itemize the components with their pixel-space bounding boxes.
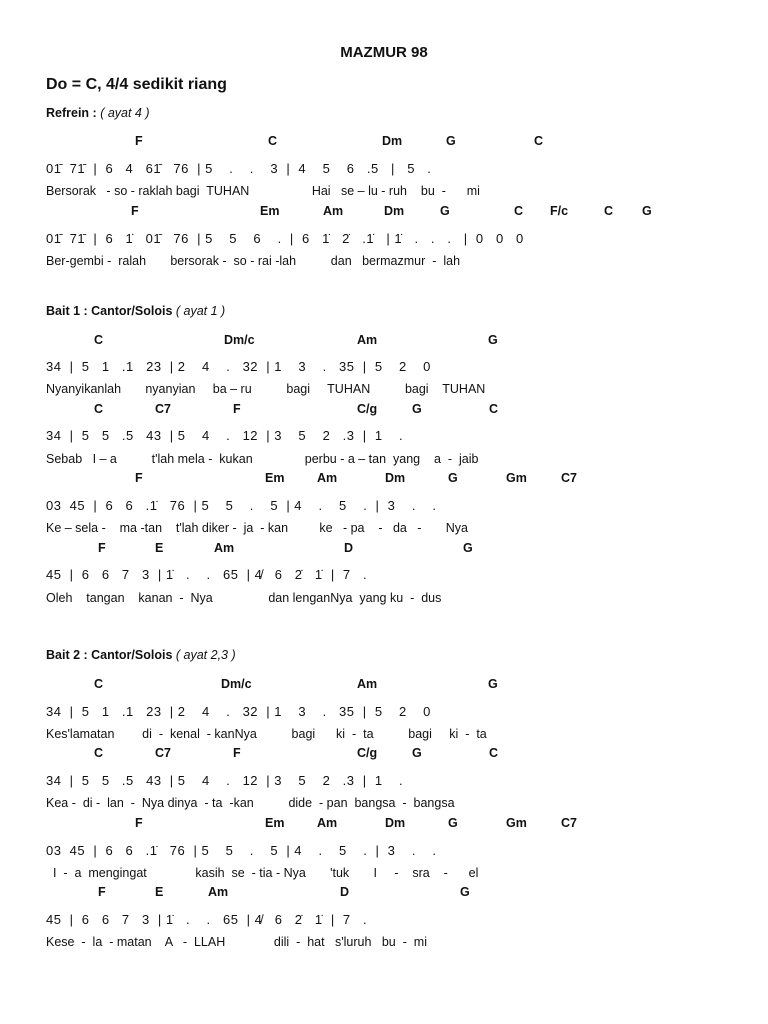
chord: D	[340, 885, 350, 899]
chord: Em	[260, 204, 280, 218]
chord: Gm	[506, 471, 527, 485]
chord: Em	[265, 471, 285, 485]
chord-row	[0, 134, 768, 150]
chord: Dm	[384, 204, 405, 218]
refrain-heading	[46, 106, 150, 120]
chord: F	[98, 885, 106, 899]
lyric-line: I - a mengingat kasih se - tia - Nya 'tuk I - sra - el	[46, 866, 479, 880]
notation-line: 03 45 | 6 6 .1̇ 76 | 5 5 . 5 | 4 . 5 . | 3 . .	[46, 498, 437, 513]
chord: G	[448, 471, 458, 485]
chord: C7	[155, 402, 171, 416]
chord: E	[155, 885, 164, 899]
verse1-label: Bait 1 : Cantor/Solois	[46, 304, 173, 318]
chord: Am	[317, 471, 338, 485]
chord: C7	[155, 746, 171, 760]
chord: G	[448, 816, 458, 830]
chord-row	[0, 885, 768, 901]
chord-row	[0, 402, 768, 418]
notation-line: 34 | 5 1 .1 23 | 2 4 . 32 | 1 3 . 35 | 5 2 0	[46, 704, 431, 719]
chord: Am	[357, 677, 378, 691]
chord: G	[446, 134, 456, 148]
chord: Am	[208, 885, 229, 899]
chord: G	[440, 204, 450, 218]
refrain-label: Refrein :	[46, 106, 97, 120]
chord: G	[463, 541, 473, 555]
verse2-verse-note: ( ayat 2,3 )	[175, 648, 236, 662]
chord: C	[94, 402, 104, 416]
chord: Dm/c	[221, 677, 252, 691]
verse2-heading	[46, 648, 236, 662]
chord: C	[94, 677, 104, 691]
notation-line: 34 | 5 5 .5 43 | 5 4 . 12 | 3 5 2 .3 | 1 .	[46, 773, 404, 788]
verse2-label: Bait 2 : Cantor/Solois	[46, 648, 173, 662]
chord: G	[412, 402, 422, 416]
chord-row	[0, 204, 768, 220]
chord: C	[489, 746, 499, 760]
chord: G	[642, 204, 652, 218]
chord: D	[344, 541, 354, 555]
lyric-line: Kea - di - lan - Nya dinya - ta -kan dide - pan bangsa - bangsa	[46, 796, 455, 810]
lyric-line: Kese - la - matan A - LLAH dili - hat s'luruh bu - mi	[46, 935, 427, 949]
song-title: MAZMUR 98	[340, 44, 428, 61]
lyric-line: Ber-gembi - ralah bersorak - so - rai -lah dan bermazmur - lah	[46, 254, 461, 268]
chord-row	[0, 333, 768, 349]
notation-line: 03 45 | 6 6 .1̇ 76 | 5 5 . 5 | 4 . 5 . | 3 . .	[46, 843, 437, 858]
notation-line: 45 | 6 6 7 3 | 1̇ . . 65 | 4̸ 6 2̇ 1̇ | 7 .	[46, 912, 368, 927]
chord-row	[0, 541, 768, 557]
chord: G	[412, 746, 422, 760]
chord: Gm	[506, 816, 527, 830]
lyric-line: Kes'lamatan di - kenal - kanNya bagi ki - ta bagi ki - ta	[46, 727, 487, 741]
lyric-line: Oleh tangan kanan - Nya dan lenganNya yang ku - dus	[46, 591, 442, 605]
verse1-heading	[46, 304, 225, 318]
lyric-line: Ke – sela - ma -tan t'lah diker - ja - kan ke - pa - da - Nya	[46, 521, 468, 535]
chord: E	[155, 541, 164, 555]
lyric-line: Sebab I – a t'lah mela - kukan perbu - a – tan yang a - jaib	[46, 452, 479, 466]
chord: C	[94, 333, 104, 347]
refrain-verse-note: ( ayat 4 )	[100, 106, 150, 120]
chord: C	[534, 134, 544, 148]
chord: Em	[265, 816, 285, 830]
chord: C	[514, 204, 524, 218]
notation-line: 01̄ 71̄ | 6 4 61̄ 76 | 5 . . 3 | 4 5 6 .5 | 5 .	[46, 161, 432, 176]
chord: F	[233, 746, 241, 760]
chord: C7	[561, 471, 577, 485]
chord: Am	[214, 541, 235, 555]
chord: C/g	[357, 746, 378, 760]
chord: Dm	[385, 471, 406, 485]
chord: G	[488, 333, 498, 347]
key-signature: Do = C, 4/4 sedikit riang	[46, 76, 227, 93]
lyric-line: Nyanyikanlah nyanyian ba – ru bagi TUHAN bagi TUHAN	[46, 382, 486, 396]
chord: F	[131, 204, 139, 218]
lyric-line: Bersorak - so - raklah bagi TUHAN Hai se – lu - ruh bu - mi	[46, 184, 480, 198]
chord: F	[233, 402, 241, 416]
chord: C/g	[357, 402, 378, 416]
chord: C	[94, 746, 104, 760]
chord: F	[135, 471, 143, 485]
chord: G	[488, 677, 498, 691]
chord: G	[460, 885, 470, 899]
chord: Am	[357, 333, 378, 347]
chord: Dm	[382, 134, 403, 148]
chord: Dm	[385, 816, 406, 830]
chord: Am	[317, 816, 338, 830]
chord-row	[0, 816, 768, 832]
chord: C	[604, 204, 614, 218]
chord: F	[135, 134, 143, 148]
chord: C	[268, 134, 278, 148]
chord-row	[0, 471, 768, 487]
chord: Am	[323, 204, 344, 218]
notation-line: 45 | 6 6 7 3 | 1̇ . . 65 | 4̸ 6 2̇ 1̇ | 7 .	[46, 567, 368, 582]
chord: Dm/c	[224, 333, 255, 347]
chord-row	[0, 677, 768, 693]
chord: C	[489, 402, 499, 416]
chord-row	[0, 746, 768, 762]
chord: F	[98, 541, 106, 555]
verse1-verse-note: ( ayat 1 )	[175, 304, 226, 318]
notation-line: 01̄ 71̄ | 6 1̇ 01̄ 76 | 5 5 6 . | 6 1̇ 2̇ .1̇ | 1̇ . . . | 0 0 0	[46, 231, 524, 246]
notation-line: 34 | 5 1 .1 23 | 2 4 . 32 | 1 3 . 35 | 5 2 0	[46, 359, 431, 374]
notation-line: 34 | 5 5 .5 43 | 5 4 . 12 | 3 5 2 .3 | 1 .	[46, 428, 404, 443]
chord: C7	[561, 816, 577, 830]
chord: F/c	[550, 204, 569, 218]
chord: F	[135, 816, 143, 830]
